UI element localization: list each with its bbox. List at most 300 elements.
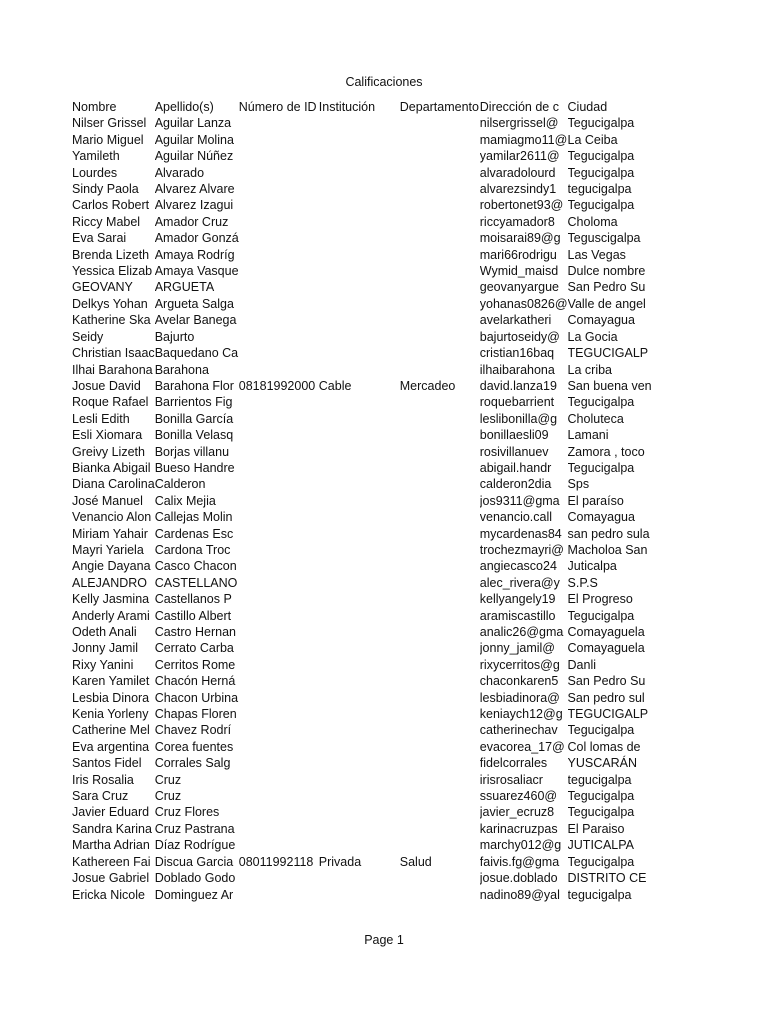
cell-direccion: nadino89@yal [479, 887, 560, 902]
cell-numero-id [239, 165, 319, 181]
table-row [72, 493, 652, 509]
table-row [72, 706, 652, 722]
cell-numero-id [239, 542, 319, 558]
cell-numero-id [239, 837, 319, 853]
cell-nombre: Eva Sarai [72, 231, 127, 246]
cell-departamento [400, 821, 480, 837]
table-row [72, 624, 652, 640]
cell-institucion [319, 493, 400, 509]
cell-institucion [319, 460, 400, 476]
cell-numero-id [239, 493, 319, 509]
cell-apellidos: Argueta Salga [154, 296, 234, 311]
cell-numero-id [239, 558, 319, 574]
cell-ciudad: Tegucigalpa [567, 149, 635, 164]
table-row [72, 640, 652, 656]
cell-numero-id [239, 394, 319, 410]
cell-institucion [319, 329, 400, 345]
cell-apellidos: Aguilar Núñez [154, 149, 234, 164]
cell-institucion [319, 624, 400, 640]
table-row [72, 608, 652, 624]
cell-apellidos: CASTELLANO [154, 575, 238, 590]
cell-ciudad: Tegucigalpa [567, 460, 635, 475]
column-header-departamento: Departamento [399, 100, 479, 114]
cell-direccion: mycardenas84 [479, 526, 562, 541]
cell-institucion [319, 427, 400, 443]
cell-nombre: Kelly Jasmina [72, 592, 150, 607]
cell-institucion [319, 197, 400, 213]
table-body [72, 115, 652, 903]
cell-apellidos: Amaya Rodríg [154, 247, 235, 262]
cell-institucion [319, 739, 400, 755]
table-row [72, 476, 652, 492]
cell-departamento [400, 411, 480, 427]
cell-numero-id [239, 509, 319, 525]
cell-direccion: irisrosaliacr [479, 772, 543, 787]
cell-direccion: cristian16baq [479, 346, 555, 361]
table-row [72, 821, 652, 837]
cell-numero-id [239, 427, 319, 443]
table-row [72, 148, 652, 164]
cell-direccion: keniaych12@g [479, 707, 563, 722]
cell-apellidos: Alvarado [154, 165, 205, 180]
cell-ciudad: tegucigalpa [567, 772, 632, 787]
cell-apellidos: Aguilar Lanza [154, 116, 232, 131]
cell-apellidos: Casco Chacon [154, 559, 237, 574]
cell-nombre: Javier Eduard [72, 805, 150, 820]
cell-nombre: Angie Dayana [72, 559, 151, 574]
cell-nombre: Anderly Arami [72, 608, 150, 623]
cell-departamento [400, 542, 480, 558]
cell-apellidos: Callejas Molin [154, 510, 233, 525]
cell-nombre: Rixy Yanini [72, 657, 134, 672]
cell-apellidos: Amador Cruz [154, 214, 229, 229]
cell-departamento [400, 247, 480, 263]
cell-nombre: Greivy Lizeth [72, 444, 145, 459]
cell-numero-id [239, 411, 319, 427]
cell-numero-id [239, 722, 319, 738]
cell-nombre: Brenda Lizeth [72, 247, 150, 262]
cell-numero-id [239, 329, 319, 345]
cell-departamento [400, 115, 480, 131]
cell-apellidos: Díaz Rodrígue [154, 838, 236, 853]
cell-direccion: bajurtoseidy@ [479, 329, 560, 344]
cell-departamento [400, 476, 480, 492]
table-row [72, 247, 652, 263]
cell-direccion: abigail.handr [479, 460, 552, 475]
cell-ciudad: JUTICALPA [567, 838, 634, 853]
cell-institucion [319, 673, 400, 689]
cell-institucion [319, 411, 400, 427]
cell-ciudad: S.P.S [567, 575, 598, 590]
cell-apellidos: Chacón Herná [154, 674, 236, 689]
cell-direccion: karinacruzpas [479, 821, 558, 836]
cell-departamento [400, 640, 480, 656]
cell-numero-id [239, 197, 319, 213]
cell-ciudad: La Gocia [567, 329, 618, 344]
cell-nombre: Josue David [72, 378, 141, 393]
cell-ciudad: tegucigalpa [567, 887, 632, 902]
cell-ciudad: Macholoa San [567, 542, 648, 557]
table-row [72, 394, 652, 410]
cell-ciudad: San buena ven [567, 378, 652, 393]
cell-direccion: marchy012@g [479, 838, 562, 853]
table-row [72, 673, 652, 689]
cell-ciudad: Comayagua [567, 313, 635, 328]
cell-numero-id [239, 214, 319, 230]
cell-numero-id [239, 345, 319, 361]
cell-ciudad: La criba [567, 362, 613, 377]
cell-direccion: avelarkatheri [479, 313, 552, 328]
table-row [72, 279, 652, 295]
cell-apellidos: Borjas villanu [154, 444, 230, 459]
cell-departamento [400, 558, 480, 574]
cell-ciudad: Valle de angel [567, 296, 646, 311]
cell-apellidos: Calderon [154, 477, 206, 492]
cell-direccion: venancio.call [479, 510, 553, 525]
cell-direccion: moisarai89@g [479, 231, 561, 246]
cell-apellidos: ARGUETA [154, 280, 215, 295]
cell-departamento [400, 837, 480, 853]
cell-nombre: Odeth Anali [72, 625, 137, 639]
cell-direccion: analic26@gma [479, 625, 564, 639]
cell-ciudad: Tegucigalpa [567, 854, 635, 869]
cell-institucion [319, 755, 400, 771]
cell-direccion: david.lanza19 [479, 378, 557, 393]
table-row [72, 526, 652, 542]
cell-numero-id [239, 608, 319, 624]
cell-departamento [400, 165, 480, 181]
cell-nombre: Mario Miguel [72, 132, 144, 147]
cell-direccion: riccyamador8 [479, 214, 555, 229]
table-row [72, 788, 652, 804]
table-row [72, 772, 652, 788]
cell-departamento [400, 214, 480, 230]
cell-institucion [319, 247, 400, 263]
cell-numero-id [239, 640, 319, 656]
cell-institucion [319, 640, 400, 656]
cell-departamento [400, 362, 480, 378]
cell-departamento [400, 870, 480, 886]
cell-apellidos: Bueso Handre [154, 460, 235, 475]
cell-numero-id [239, 887, 319, 903]
cell-institucion [319, 312, 400, 328]
cell-institucion [319, 394, 400, 410]
table-row [72, 427, 652, 443]
cell-ciudad: Tegucigalpa [567, 165, 635, 180]
cell-nombre: Sindy Paola [72, 182, 139, 197]
cell-departamento [400, 444, 480, 460]
cell-apellidos: Baquedano Ca [154, 346, 239, 361]
cell-apellidos: Corrales Salg [154, 756, 231, 771]
cell-nombre: Eva argentina [72, 739, 150, 754]
cell-institucion [319, 526, 400, 542]
cell-ciudad: Choluteca [567, 411, 624, 426]
cell-apellidos: Amaya Vasque [154, 264, 239, 279]
table-row [72, 296, 652, 312]
cell-nombre: Iris Rosalia [72, 772, 134, 787]
cell-ciudad: Tegucigalpa [567, 789, 635, 804]
cell-departamento [400, 722, 480, 738]
cell-apellidos: Chavez Rodrí [154, 723, 232, 738]
cell-direccion: jos9311@gma [479, 493, 560, 508]
grades-table [72, 99, 652, 903]
table-row [72, 115, 652, 131]
cell-direccion: robertonet93@ [479, 198, 564, 213]
cell-apellidos: Bonilla Velasq [154, 428, 234, 443]
cell-institucion [319, 214, 400, 230]
cell-apellidos: Castro Hernan [154, 625, 236, 639]
cell-apellidos: Alvarez Alvare [154, 182, 235, 197]
page-title: Calificaciones [345, 75, 423, 89]
cell-departamento [400, 739, 480, 755]
cell-institucion [319, 444, 400, 460]
cell-nombre: Karen Yamilet [72, 674, 150, 689]
cell-direccion: rosivillanuev [479, 444, 549, 459]
cell-direccion: mamiagmo11@ [479, 132, 568, 147]
cell-numero-id [239, 476, 319, 492]
cell-direccion: angiecasco24 [479, 559, 557, 574]
cell-nombre: Lesli Edith [72, 411, 130, 426]
cell-institucion [319, 804, 400, 820]
cell-nombre: Kathereen Fai [72, 854, 151, 869]
table-row [72, 854, 652, 870]
cell-nombre: Josue Gabriel [72, 871, 150, 886]
column-header-institucion: Institución [318, 100, 376, 114]
cell-ciudad: Zamora , toco [567, 444, 645, 459]
column-header-apellidos: Apellido(s) [154, 100, 214, 114]
cell-nombre: GEOVANY [72, 280, 133, 295]
cell-departamento [400, 624, 480, 640]
cell-institucion [319, 690, 400, 706]
cell-numero-id [239, 624, 319, 640]
table-row [72, 345, 652, 361]
cell-departamento [400, 427, 480, 443]
table-row [72, 739, 652, 755]
cell-institucion [319, 362, 400, 378]
cell-departamento [400, 608, 480, 624]
cell-numero-id [239, 591, 319, 607]
cell-ciudad: La Ceiba [567, 132, 618, 147]
cell-departamento [400, 657, 480, 673]
cell-direccion: aramiscastillo [479, 608, 556, 623]
table-row [72, 214, 652, 230]
cell-ciudad: Dulce nombre [567, 264, 646, 279]
cell-institucion: Privada [318, 854, 362, 869]
cell-numero-id [239, 821, 319, 837]
cell-apellidos: Barahona Flor [154, 378, 234, 393]
cell-apellidos: Cruz [154, 772, 182, 787]
cell-direccion: ssuarez460@ [479, 789, 558, 804]
cell-departamento [400, 132, 480, 148]
cell-direccion: chaconkaren5 [479, 674, 559, 689]
table-row [72, 329, 652, 345]
cell-ciudad: El paraíso [567, 493, 624, 508]
table-row [72, 591, 652, 607]
cell-direccion: kellyangely19 [479, 592, 556, 607]
cell-ciudad: Comayaguela [567, 625, 645, 639]
cell-ciudad: Col lomas de [567, 739, 641, 754]
cell-departamento [400, 296, 480, 312]
cell-nombre: Lesbia Dinora [72, 690, 150, 705]
cell-direccion: jonny_jamil@ [479, 641, 555, 656]
cell-numero-id [239, 263, 319, 279]
cell-apellidos: Discua Garcia [154, 854, 234, 869]
cell-numero-id [239, 788, 319, 804]
cell-numero-id: 08181992000 [238, 378, 316, 393]
cell-departamento [400, 230, 480, 246]
table-row [72, 722, 652, 738]
cell-apellidos: Cardenas Esc [154, 526, 234, 541]
cell-direccion: alec_rivera@y [479, 575, 560, 590]
cell-numero-id [239, 296, 319, 312]
cell-nombre: Catherine Mel [72, 723, 150, 738]
table-row [72, 460, 652, 476]
cell-institucion [319, 657, 400, 673]
cell-nombre: Katherine Ska [72, 313, 151, 328]
cell-numero-id [239, 460, 319, 476]
table-row [72, 312, 652, 328]
cell-ciudad: Tegucigalpa [567, 116, 635, 131]
cell-nombre: Ericka Nicole [72, 887, 145, 902]
table-row [72, 411, 652, 427]
cell-direccion: rixycerritos@g [479, 657, 560, 672]
cell-direccion: trochezmayri@ [479, 542, 565, 557]
cell-institucion [319, 279, 400, 295]
cell-ciudad: Choloma [567, 214, 618, 229]
cell-institucion [319, 870, 400, 886]
cell-apellidos: Cerritos Rome [154, 657, 236, 672]
cell-numero-id [239, 148, 319, 164]
cell-nombre: Diana Carolina [72, 477, 155, 492]
cell-departamento [400, 591, 480, 607]
cell-ciudad: Tegucigalpa [567, 723, 635, 738]
cell-apellidos: Castellanos P [154, 592, 232, 607]
cell-institucion [319, 230, 400, 246]
cell-departamento [400, 575, 480, 591]
cell-ciudad: El Paraiso [567, 821, 625, 836]
table-row [72, 263, 652, 279]
cell-apellidos: Alvarez Izagui [154, 198, 234, 213]
cell-numero-id [239, 673, 319, 689]
table-row [72, 804, 652, 820]
table-row [72, 181, 652, 197]
cell-nombre: ALEJANDRO [72, 575, 148, 590]
cell-apellidos: Chapas Floren [154, 707, 237, 722]
cell-departamento [400, 804, 480, 820]
cell-institucion [319, 788, 400, 804]
cell-institucion [319, 181, 400, 197]
cell-institucion [319, 772, 400, 788]
table-row [72, 870, 652, 886]
cell-ciudad: San pedro sul [567, 690, 645, 705]
cell-direccion: evacorea_17@ [479, 739, 565, 754]
cell-departamento [400, 197, 480, 213]
cell-ciudad: San Pedro Su [567, 280, 646, 295]
cell-nombre: Roque Rafael [72, 395, 149, 410]
cell-institucion: Cable [318, 378, 352, 393]
cell-direccion: catherinechav [479, 723, 558, 738]
cell-ciudad: Lamani [567, 428, 609, 443]
cell-institucion [319, 132, 400, 148]
cell-direccion: geovanyargue [479, 280, 559, 295]
cell-departamento [400, 493, 480, 509]
cell-departamento [400, 788, 480, 804]
cell-ciudad: Comayagua [567, 510, 635, 525]
cell-departamento [400, 887, 480, 903]
cell-ciudad: Tegucigalpa [567, 608, 635, 623]
table-row [72, 132, 652, 148]
cell-direccion: javier_ecruz8 [479, 805, 555, 820]
cell-direccion: bonillaesli09 [479, 428, 549, 443]
cell-nombre: Esli Xiomara [72, 428, 143, 443]
cell-apellidos: Cardona Troc [154, 542, 231, 557]
cell-nombre: Lourdes [72, 165, 118, 180]
cell-institucion [319, 558, 400, 574]
cell-nombre: Martha Adrian [72, 838, 150, 853]
cell-departamento [400, 755, 480, 771]
header-row [72, 99, 652, 115]
cell-direccion: ilhaibarahona [479, 362, 555, 377]
table-row [72, 362, 652, 378]
cell-direccion: lesbiadinora@ [479, 690, 560, 705]
cell-institucion [319, 722, 400, 738]
cell-nombre: Mayri Yariela [72, 542, 144, 557]
cell-institucion [319, 542, 400, 558]
cell-numero-id [239, 247, 319, 263]
cell-ciudad: tegucigalpa [567, 182, 632, 197]
cell-institucion [319, 591, 400, 607]
cell-direccion: alvaradolourd [479, 165, 556, 180]
cell-direccion: yamilar2611@ [479, 149, 560, 164]
cell-institucion [319, 115, 400, 131]
cell-institucion [319, 345, 400, 361]
cell-departamento [400, 460, 480, 476]
cell-apellidos: Cruz [154, 789, 182, 804]
cell-nombre: Carlos Robert [72, 198, 150, 213]
cell-numero-id [239, 115, 319, 131]
cell-nombre: Ilhai Barahona [72, 362, 153, 377]
cell-direccion: faivis.fg@gma [479, 854, 560, 869]
cell-departamento [400, 181, 480, 197]
cell-departamento [400, 345, 480, 361]
table-row [72, 444, 652, 460]
cell-nombre: José Manuel [72, 493, 143, 508]
cell-apellidos: Cruz Flores [154, 805, 220, 820]
cell-departamento: Salud [399, 854, 432, 869]
page-number: Page 1 [364, 933, 404, 947]
cell-apellidos: Dominguez Ar [154, 887, 234, 902]
cell-numero-id [239, 526, 319, 542]
cell-departamento [400, 312, 480, 328]
table-row [72, 509, 652, 525]
cell-departamento: Mercadeo [399, 378, 456, 393]
cell-departamento [400, 329, 480, 345]
cell-apellidos: Barrientos Fig [154, 395, 233, 410]
cell-institucion [319, 476, 400, 492]
table-row [72, 378, 652, 394]
cell-apellidos: Avelar Banega [154, 313, 237, 328]
cell-institucion [319, 509, 400, 525]
table-row [72, 657, 652, 673]
cell-direccion: nilsergrissel@ [479, 116, 559, 131]
cell-institucion [319, 837, 400, 853]
table-row [72, 690, 652, 706]
cell-numero-id [239, 657, 319, 673]
cell-direccion: alvarezsindy1 [479, 182, 557, 197]
cell-nombre: Miriam Yahair [72, 526, 148, 541]
cell-direccion: mari66rodrigu [479, 247, 557, 262]
cell-ciudad: YUSCARÁN [567, 756, 637, 771]
